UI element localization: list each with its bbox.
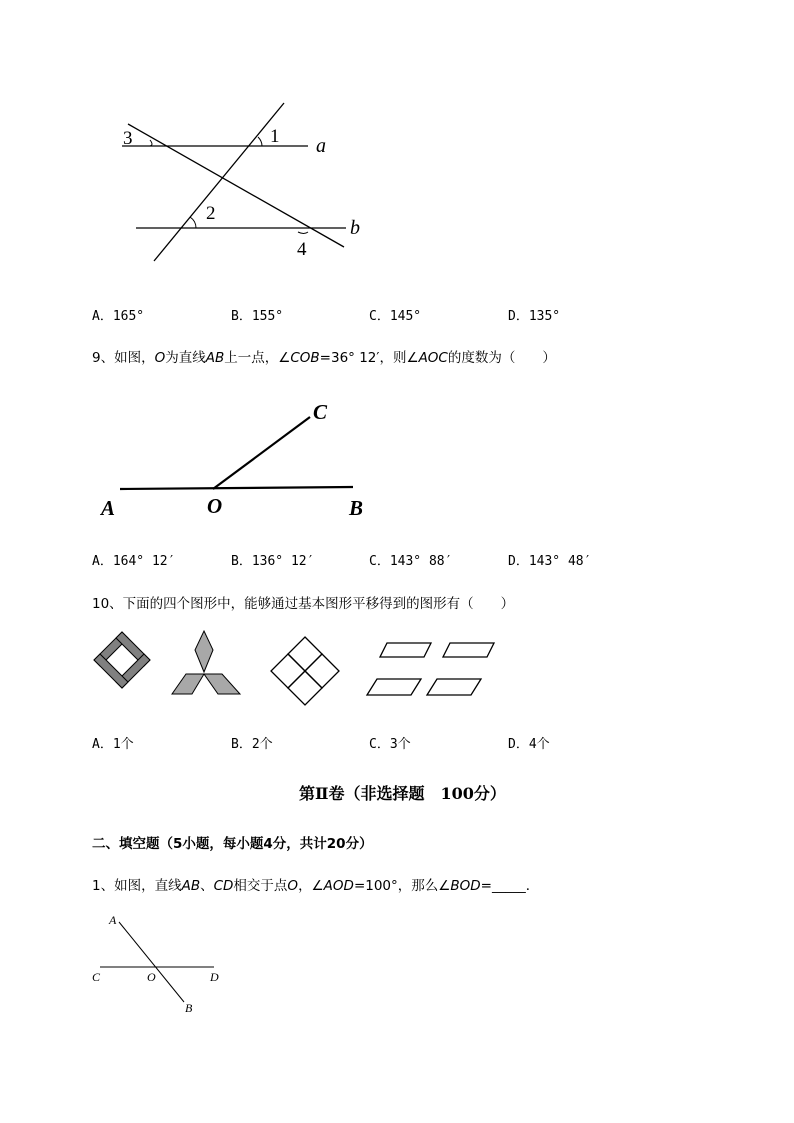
q10-option-c[interactable]: C．3个: [369, 737, 411, 752]
transversal-1: [154, 103, 284, 261]
figure-intersecting-lines: [88, 908, 233, 1018]
label-1: 1: [270, 126, 280, 147]
label-B: B: [349, 496, 364, 520]
part-2-title: 第Ⅱ卷（非选择题 100分）: [299, 784, 506, 803]
label-A-fig4: A: [109, 913, 117, 927]
figure-four-shapes: [88, 628, 508, 708]
shape-four-parallelograms: [367, 643, 494, 695]
figure-parallel-lines: [110, 95, 380, 270]
shape-three-rhombi: [172, 631, 240, 694]
label-D-fig4: D: [210, 970, 219, 984]
q9-option-c[interactable]: C．143° 88′: [369, 554, 453, 569]
label-O-fig4: O: [147, 970, 156, 984]
label-3: 3: [123, 128, 133, 149]
label-O: O: [207, 494, 223, 518]
q8-option-c[interactable]: C．145°: [369, 309, 422, 324]
q8-option-b[interactable]: B．155°: [231, 309, 284, 324]
label-A: A: [101, 496, 116, 520]
figure-angle-aob: [95, 392, 385, 527]
fill-question-1: 1、如图，直线AB、CD相交于点O，∠AOD=100°，那么∠BOD=_____．: [92, 878, 540, 894]
shape-diamond-frame: [94, 632, 150, 688]
q10-option-b[interactable]: B．2个: [231, 737, 273, 752]
label-b: b: [350, 217, 360, 239]
q9-option-d[interactable]: D．143° 48′: [508, 554, 592, 569]
line-ab-cross: [119, 922, 184, 1002]
q9-option-a[interactable]: A．164° 12′: [92, 554, 176, 569]
section-2-title: 二、填空题（5小题，每小题4分，共计20分）: [92, 836, 373, 852]
label-C-fig4: C: [92, 970, 101, 984]
question-9: 9、如图，O为直线AB上一点，∠COB=36° 12′，则∠AOC的度数为（ ）: [92, 350, 556, 366]
q10-option-d[interactable]: D．4个: [508, 737, 550, 752]
label-a: a: [316, 135, 326, 157]
label-2: 2: [206, 203, 216, 224]
angle-arc-4: [298, 232, 308, 234]
question-10: 10、下面的四个图形中，能够通过基本图形平移得到的图形有（ ）: [92, 596, 515, 612]
q8-option-a[interactable]: A．165°: [92, 309, 145, 324]
angle-arc-2: [190, 217, 196, 228]
label-C: C: [313, 400, 328, 424]
shape-four-squares: [271, 637, 339, 705]
q10-option-a[interactable]: A．1个: [92, 737, 134, 752]
angle-arc-1: [258, 137, 262, 146]
label-B-fig4: B: [185, 1001, 193, 1015]
angle-arc-3: [150, 140, 152, 146]
q9-option-b[interactable]: B．136° 12′: [231, 554, 315, 569]
q8-option-d[interactable]: D．135°: [508, 309, 561, 324]
ray-oc: [213, 417, 310, 489]
line-ab: [120, 487, 353, 489]
label-4: 4: [297, 239, 307, 260]
